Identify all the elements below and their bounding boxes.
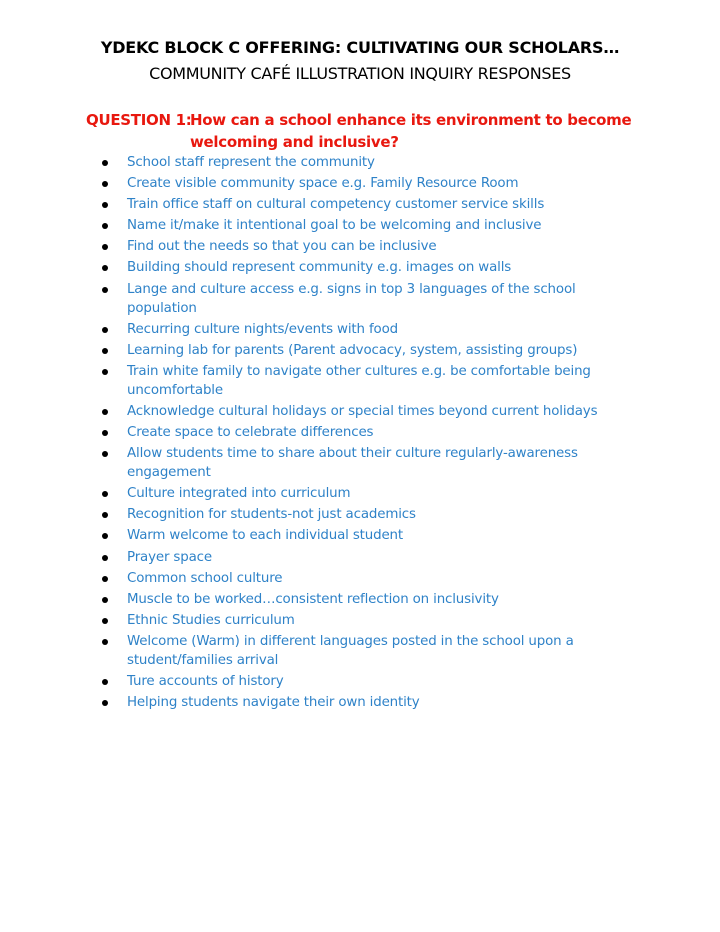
question-heading — [86, 109, 686, 153]
bullet-icon — [102, 533, 108, 539]
response-item — [96, 153, 636, 172]
bullet-icon — [102, 491, 108, 497]
response-text: Lange and culture access e.g. signs in top 3 languages of the school population — [127, 281, 576, 316]
response-text: Warm welcome to each individual student — [127, 528, 403, 544]
bullet-icon — [102, 160, 108, 166]
response-item — [96, 672, 636, 691]
response-text: Allow students time to share about their culture regularly-awareness engagement — [127, 446, 578, 481]
response-item — [96, 402, 636, 421]
response-text: Train white family to navigate other cultures e.g. be comfortable being uncomfortable — [127, 363, 591, 398]
response-text: Recognition for students-not just academics — [127, 507, 416, 523]
response-text: Muscle to be worked…consistent reflection on inclusivity — [127, 591, 499, 607]
bullet-icon — [102, 576, 108, 582]
response-list — [96, 153, 636, 714]
response-text: Helping students navigate their own identity — [127, 695, 420, 711]
bullet-icon — [102, 679, 108, 685]
bullet-icon — [102, 512, 108, 518]
response-item — [96, 611, 636, 630]
document-subtitle: COMMUNITY CAFÉ ILLUSTRATION INQUIRY RESPONSES — [149, 64, 571, 83]
response-text: Common school culture — [127, 570, 283, 586]
response-item — [96, 341, 636, 360]
bullet-icon — [102, 265, 108, 271]
bullet-icon — [102, 181, 108, 187]
bullet-icon — [102, 451, 108, 457]
response-text: Name it/make it intentional goal to be welcoming and inclusive — [127, 218, 542, 234]
bullet-icon — [102, 430, 108, 436]
bullet-icon — [102, 369, 108, 375]
response-item — [96, 569, 636, 588]
question-text: How can a school enhance its environment to become welcoming and inclusive? — [190, 111, 632, 151]
response-text: Ethnic Studies curriculum — [127, 612, 295, 628]
bullet-icon — [102, 555, 108, 561]
bullet-icon — [102, 639, 108, 645]
bullet-icon — [102, 327, 108, 333]
response-item — [96, 526, 636, 545]
response-text: Acknowledge cultural holidays or special times beyond current holidays — [127, 403, 598, 419]
response-item — [96, 423, 636, 442]
response-item — [96, 195, 636, 214]
response-text: School staff represent the community — [127, 155, 375, 170]
question-label: QUESTION 1: — [86, 111, 192, 129]
response-text: Ture accounts of history — [127, 673, 284, 689]
bullet-icon — [102, 287, 108, 293]
response-item — [96, 632, 636, 670]
response-text: Find out the needs so that you can be inclusive — [127, 239, 437, 255]
response-item — [96, 505, 636, 524]
response-item — [96, 258, 636, 277]
response-item — [96, 444, 636, 482]
bullet-icon — [102, 223, 108, 229]
bullet-icon — [102, 348, 108, 354]
document-title: YDEKC BLOCK C OFFERING: CULTIVATING OUR SCHOLARS… — [100, 38, 620, 57]
bullet-icon — [102, 597, 108, 603]
bullet-icon — [102, 618, 108, 624]
response-item — [96, 693, 636, 712]
response-text: Train office staff on cultural competency customer service skills — [127, 197, 545, 213]
response-item — [96, 590, 636, 609]
response-text: Learning lab for parents (Parent advocacy, system, assisting groups) — [127, 342, 578, 358]
response-item — [96, 362, 636, 400]
response-text: Recurring culture nights/events with food — [127, 321, 398, 337]
bullet-icon — [102, 409, 108, 415]
response-item — [96, 280, 636, 318]
response-item — [96, 320, 636, 339]
bullet-icon — [102, 700, 108, 706]
response-text: Welcome (Warm) in different languages posted in the school upon a student/families arrival — [127, 633, 574, 668]
response-text: Prayer space — [127, 549, 212, 565]
response-text: Create visible community space e.g. Family Resource Room — [127, 176, 519, 192]
response-item — [96, 548, 636, 567]
bullet-icon — [102, 244, 108, 250]
response-text: Building should represent community e.g. images on walls — [127, 260, 512, 276]
bullet-icon — [102, 202, 108, 208]
response-text: Culture integrated into curriculum — [127, 486, 351, 502]
response-text: Create space to celebrate differences — [127, 425, 374, 441]
document-header — [0, 36, 720, 86]
response-item — [96, 174, 636, 193]
response-item — [96, 484, 636, 503]
response-item — [96, 237, 636, 256]
response-item — [96, 216, 636, 235]
